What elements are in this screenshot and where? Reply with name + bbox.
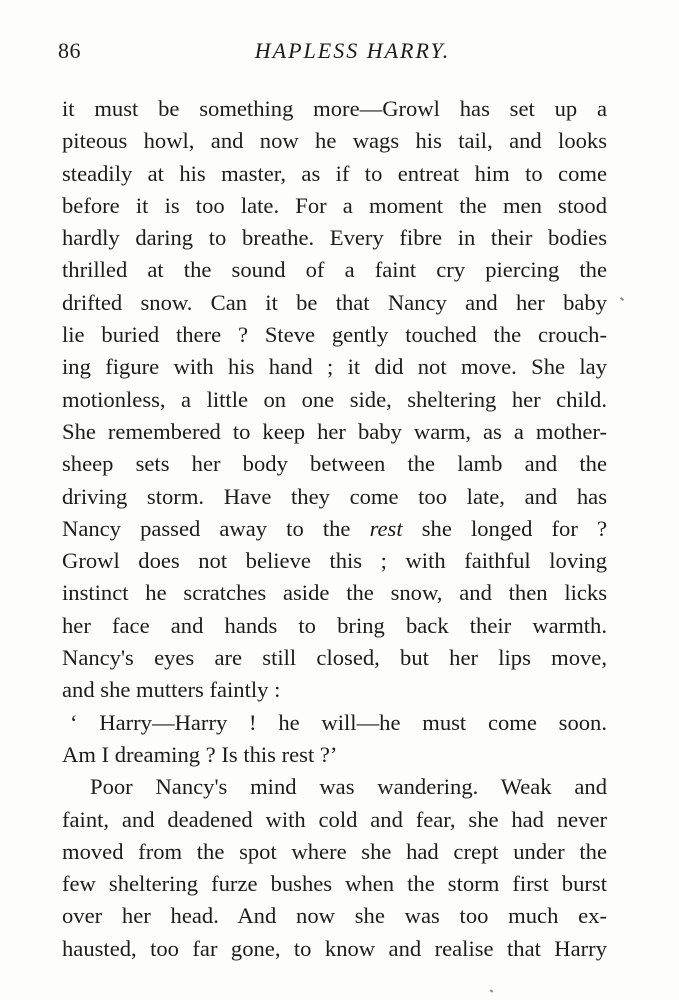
text-line: over her head. And now she was too much ex- [62,903,607,929]
running-head: HAPLESS HARRY. [254,38,451,63]
text-line: thrilled at the sound of a faint cry piercing the [62,257,607,283]
text-line: motionless, a little on one side, sheltering her child. [62,386,607,412]
text-line: lie buried there ? Steve gently touched the crouch- [62,322,607,348]
text-line: before it is too late. For a moment the men stood [62,192,607,218]
text-line: instinct he scratches aside the snow, and then licks [62,580,607,606]
text-line: sheep sets her body between the lamb and the [62,451,607,477]
italic-word-rest: rest [369,515,403,541]
paper-speck [620,297,624,301]
text-line: steadily at his master, as if to entreat him to come [62,160,607,186]
text-line: faint, and deadened with cold and fear, she had never [62,806,607,832]
text-line: Growl does not believe this ; with faithful loving [62,548,607,574]
text-line: Nancy's eyes are still closed, but her lips move, [62,645,607,671]
line-text-after: she longed for ? [402,515,607,541]
text-line: and she mutters faintly : [62,677,281,703]
paper-speck [490,989,494,992]
text-line: driving storm. Have they come too late, and has [62,483,607,509]
page-header [58,38,607,72]
text-line: Poor Nancy's mind was wandering. Weak and [90,774,607,800]
text-line: few sheltering furze bushes when the storm first burst [62,871,607,897]
body-text [62,93,607,965]
text-line: moved from the spot where she had crept under the [62,838,607,864]
text-line: She remembered to keep her baby warm, as a mother- [62,418,607,444]
line-text-before: Nancy passed away to the [62,515,370,541]
text-line: it must be something more—Growl has set up a [62,96,607,121]
text-line: hausted, too far gone, to know and realise that Harry [62,935,607,961]
text-line: piteous howl, and now he wags his tail, and looks [62,128,607,154]
text-line: Am I dreaming ? Is this rest ?’ [62,741,338,767]
text-line: her face and hands to bring back their warmth. [62,612,607,638]
text-line: ‘ Harry—Harry ! he will—he must come soon. [70,709,607,735]
page-number: 86 [58,38,81,63]
text-line: drifted snow. Can it be that Nancy and her baby [62,289,607,315]
text-line: hardly daring to breathe. Every fibre in their bodies [62,225,607,251]
text-line: ing figure with his hand ; it did not move. She lay [62,354,607,380]
text-line-with-italic [62,513,607,545]
